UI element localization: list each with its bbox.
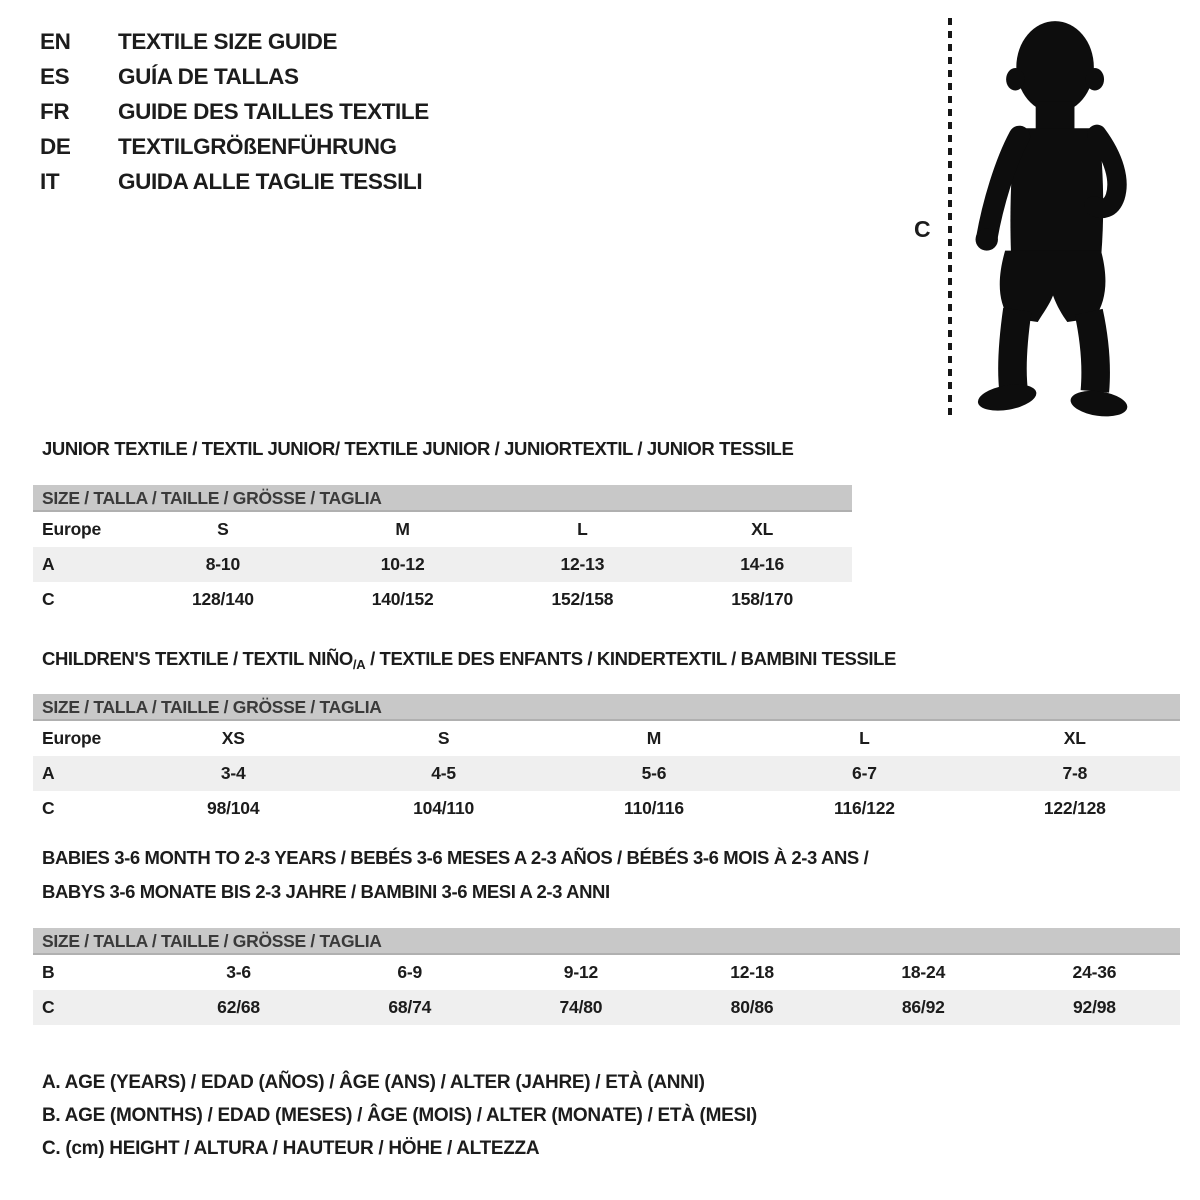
table-row-height: [33, 791, 1180, 826]
height-cell: 104/110: [413, 798, 475, 818]
age-cell: 8-10: [205, 554, 240, 574]
children-size-table: [33, 694, 1180, 826]
language-row-it: [40, 164, 429, 199]
size-header-bar: SIZE / TALLA / TAILLE / GRÖSSE / TAGLIA: [33, 694, 1180, 721]
row-label: Europe: [42, 728, 102, 748]
row-label: Europe: [42, 519, 102, 539]
row-label: C: [42, 997, 55, 1017]
babies-section-title: [42, 841, 868, 909]
baby-silhouette-icon: [958, 14, 1144, 422]
height-cell: 128/140: [191, 589, 254, 609]
language-row-fr: [40, 94, 429, 129]
height-cell: 68/74: [388, 997, 432, 1017]
size-cell: S: [437, 728, 450, 748]
babies-size-table: [33, 928, 1180, 1025]
height-cell: 80/86: [730, 997, 774, 1017]
table-row-age: [33, 547, 852, 582]
guide-title-it: GUIDA ALLE TAGLIE TESSILI: [118, 168, 423, 194]
children-section-title: [42, 648, 896, 676]
age-cell: 5-6: [641, 763, 667, 783]
months-cell: 12-18: [730, 962, 774, 982]
height-cell: 116/122: [833, 798, 895, 818]
months-cell: 9-12: [563, 962, 599, 982]
size-cell: XS: [221, 728, 245, 748]
months-cell: 6-9: [397, 962, 423, 982]
babies-title-line1: BABIES 3-6 MONTH TO 2-3 YEARS / BEBÉS 3-6 MESES A 2-3 AÑOS / BÉBÉS 3-6 MOIS À 2-3 ANS /: [42, 847, 869, 868]
age-cell: 4-5: [431, 763, 456, 783]
language-row-en: [40, 24, 429, 59]
size-header-bar: SIZE / TALLA / TAILLE / GRÖSSE / TAGLIA: [33, 485, 852, 512]
row-label: A: [42, 554, 55, 574]
size-header-bar: SIZE / TALLA / TAILLE / GRÖSSE / TAGLIA: [33, 928, 1180, 955]
babies-title-line2: BABYS 3-6 MONATE BIS 2-3 JAHRE / BAMBINI 3-6 MESI A 2-3 ANNI: [42, 881, 610, 902]
legend: [42, 1066, 757, 1165]
language-code: FR: [40, 98, 70, 124]
height-cell: 98/104: [207, 798, 260, 818]
junior-size-table: [33, 485, 852, 617]
size-cell: L: [859, 728, 870, 748]
age-cell: 7-8: [1062, 763, 1088, 783]
legend-line-b: B. AGE (MONTHS) / EDAD (MESES) / ÂGE (MOIS) / ALTER (MONATE) / ETÀ (MESI): [42, 1105, 757, 1126]
language-row-de: [40, 129, 429, 164]
row-label: A: [42, 763, 55, 783]
table-row-europe: [33, 721, 1180, 756]
children-title-pre: CHILDREN'S TEXTILE / TEXTIL NIÑO: [42, 648, 353, 669]
language-code: IT: [40, 168, 60, 194]
age-cell: 6-7: [852, 763, 877, 783]
language-code: ES: [40, 63, 70, 89]
height-cell: 152/158: [551, 589, 614, 609]
height-dashed-line: [948, 18, 952, 416]
row-label: C: [42, 589, 55, 609]
age-cell: 12-13: [560, 554, 605, 574]
height-cell: 122/128: [1043, 798, 1106, 818]
row-label: C: [42, 798, 55, 818]
height-cell: 158/170: [731, 589, 794, 609]
junior-section-title: JUNIOR TEXTILE / TEXTIL JUNIOR/ TEXTILE JUNIOR / JUNIORTEXTIL / JUNIOR TESSILE: [42, 438, 794, 459]
size-cell: XL: [751, 519, 774, 539]
legend-line-a: A. AGE (YEARS) / EDAD (AÑOS) / ÂGE (ANS) / ALTER (JAHRE) / ETÀ (ANNI): [42, 1072, 705, 1093]
height-cell: 140/152: [371, 589, 434, 609]
height-cell: 86/92: [901, 997, 945, 1017]
guide-title-es: GUÍA DE TALLAS: [118, 63, 299, 89]
guide-title-en: TEXTILE SIZE GUIDE: [118, 28, 338, 54]
size-cell: L: [577, 519, 588, 539]
months-cell: 24-36: [1072, 962, 1117, 982]
language-row-es: [40, 59, 429, 94]
height-cell: 110/116: [624, 798, 684, 818]
height-measure-label: C: [914, 216, 931, 242]
age-cell: 3-4: [220, 763, 246, 783]
size-cell: M: [395, 519, 410, 539]
guide-title-de: TEXTILGRÖßENFÜHRUNG: [118, 133, 397, 159]
age-cell: 10-12: [380, 554, 425, 574]
language-code: EN: [40, 28, 71, 54]
height-cell: 62/68: [217, 997, 260, 1017]
children-title-post: / TEXTILE DES ENFANTS / KINDERTEXTIL / BAMBINI TESSILE: [365, 648, 896, 669]
guide-title-fr: GUIDE DES TAILLES TEXTILE: [118, 98, 429, 124]
table-row-europe: [33, 512, 852, 547]
height-cell: 92/98: [1073, 997, 1116, 1017]
children-title-sub: /A: [352, 657, 366, 672]
months-cell: 3-6: [226, 962, 251, 982]
size-cell: XL: [1063, 728, 1086, 748]
table-row-height: [33, 582, 852, 617]
age-cell: 14-16: [740, 554, 784, 574]
row-label: B: [42, 962, 55, 982]
language-code: DE: [40, 133, 71, 159]
table-row-months: [33, 955, 1180, 990]
height-cell: 74/80: [559, 997, 603, 1017]
language-list: [40, 24, 429, 199]
size-cell: S: [217, 519, 229, 539]
legend-line-c: C. (cm) HEIGHT / ALTURA / HAUTEUR / HÖHE / ALTEZZA: [42, 1138, 540, 1159]
table-row-age: [33, 756, 1180, 791]
size-cell: M: [646, 728, 662, 748]
months-cell: 18-24: [901, 962, 946, 982]
table-row-height: [33, 990, 1180, 1025]
